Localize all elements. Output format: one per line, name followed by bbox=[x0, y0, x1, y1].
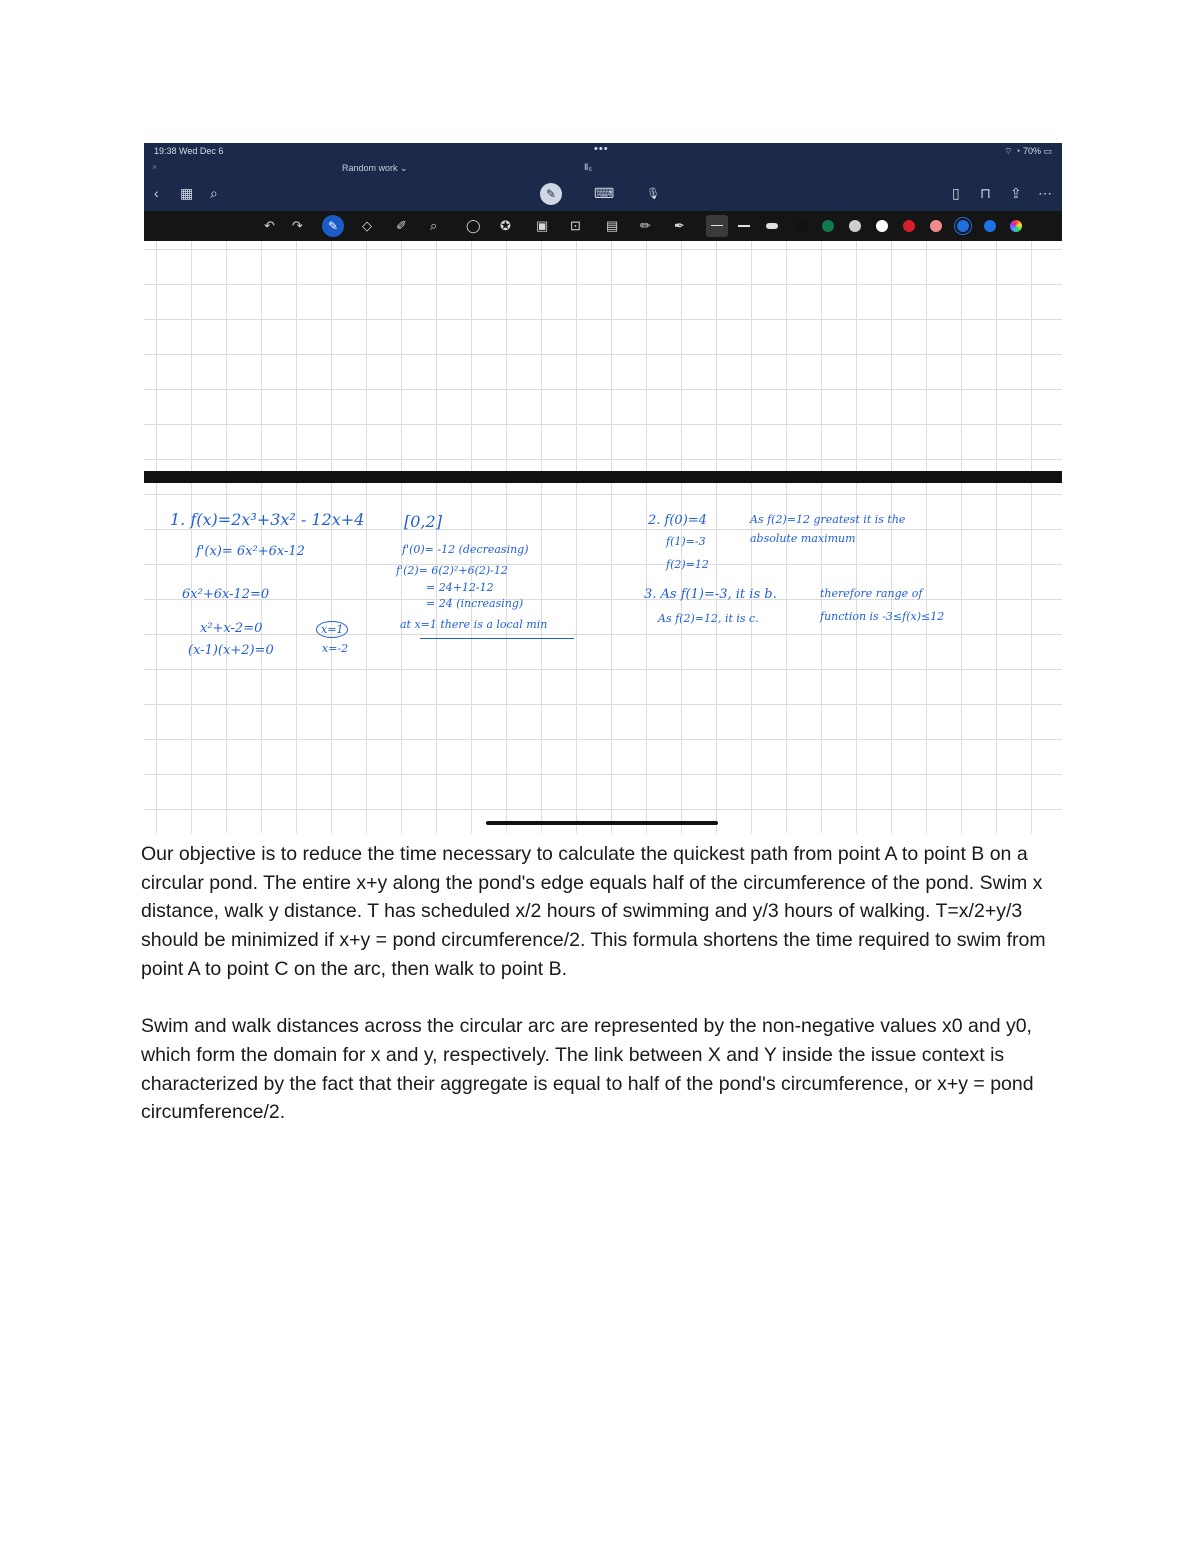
hw-p1-mid5: at x=1 there is a local min bbox=[400, 618, 548, 631]
hw-p3-note2: function is -3≤f(x)≤12 bbox=[820, 610, 945, 623]
ruler-icon[interactable]: ✏ bbox=[640, 218, 651, 233]
multitask-dots-icon[interactable]: ••• bbox=[594, 143, 609, 155]
stroke-width-thick[interactable] bbox=[766, 223, 778, 229]
hw-p1-mid2: f'(2)= 6(2)²+6(2)-12 bbox=[396, 564, 508, 577]
color-swatch-white[interactable] bbox=[876, 220, 888, 232]
color-swatch-red[interactable] bbox=[903, 220, 915, 232]
color-swatch-black[interactable] bbox=[796, 220, 808, 232]
status-time: 19:38 Wed Dec 6 bbox=[154, 146, 224, 156]
tab-indicator-icon[interactable]: Ⅱ₆ bbox=[584, 162, 593, 172]
document-body bbox=[141, 840, 1066, 1156]
search-icon[interactable]: ⌕ bbox=[210, 185, 218, 201]
more-icon[interactable]: ⋯ bbox=[1038, 185, 1052, 201]
stroke-width-medium[interactable] bbox=[738, 225, 750, 227]
hw-p1-line2: f'(x)= 6x²+6x-12 bbox=[196, 544, 305, 559]
mic-icon[interactable]: 🎙 bbox=[646, 188, 660, 200]
hw-p1-root1: x=1 bbox=[316, 621, 348, 638]
hw-p1-line4: x²+x-2=0 bbox=[200, 621, 263, 636]
redo-icon[interactable]: ↷ bbox=[292, 218, 303, 233]
nav-bar bbox=[144, 177, 1062, 211]
drawing-toolbar bbox=[144, 211, 1062, 241]
hw-p2-note2: absolute maximum bbox=[750, 532, 856, 545]
hw-p3-note1: therefore range of bbox=[820, 587, 923, 600]
undo-icon[interactable]: ↶ bbox=[264, 218, 275, 233]
back-icon[interactable]: ‹ bbox=[154, 185, 159, 201]
stroke-width-thin[interactable] bbox=[706, 215, 728, 237]
hw-p3-line2: As f(2)=12, it is c. bbox=[658, 612, 759, 625]
hw-p1-interval: [0,2] bbox=[404, 512, 442, 531]
hw-p1-mid3: = 24+12-12 bbox=[426, 581, 494, 594]
status-bar bbox=[144, 143, 1062, 161]
document-title[interactable]: Random work ⌄ bbox=[342, 163, 408, 173]
hw-p1-mid1: f'(0)= -12 (decreasing) bbox=[402, 543, 529, 556]
sticker-icon[interactable]: ✪ bbox=[500, 218, 511, 233]
keyboard-icon[interactable]: ⌨ bbox=[594, 185, 615, 201]
status-indicators: ⌔ ◔ 70% ▭ bbox=[1004, 146, 1052, 156]
color-swatch-gray[interactable] bbox=[849, 220, 861, 232]
eraser-icon[interactable]: ◇ bbox=[362, 218, 372, 233]
hw-p1-mid4: = 24 (increasing) bbox=[426, 597, 524, 610]
image-icon[interactable]: ▣ bbox=[536, 218, 549, 233]
hw-p1-root2: x=-2 bbox=[322, 642, 349, 655]
share-icon[interactable]: ⇪ bbox=[1010, 185, 1022, 201]
paragraph-objective: Our objective is to reduce the time necessary to calculate the quickest path from point A to point B on a circular pond. The entire x+y along the pond's edge equals half of the circumference of the pond. Swim x distance, walk y distance. T has scheduled x/2 hours of swimming and y/3 hours of walking. T=x/2+y/3 should be minimized if x+y = pond circumference/2. This formula shortens the time required to swim from point A to point C on the arc, then walk to point B. bbox=[141, 843, 1046, 980]
hw-p3-line1: 3. As f(1)=-3, it is b. bbox=[644, 587, 777, 602]
close-icon[interactable]: × bbox=[152, 162, 158, 172]
color-swatch-pink[interactable] bbox=[930, 220, 942, 232]
hw-p1-line1: 1. f(x)=2x³+3x² - 12x+4 bbox=[170, 510, 365, 529]
lasso-icon[interactable]: ⌕ bbox=[430, 218, 438, 233]
pen-tool-icon[interactable]: ✎ bbox=[322, 215, 344, 237]
hw-p2-line3: f(2)=12 bbox=[666, 558, 709, 571]
embedded-tablet-screenshot bbox=[144, 143, 1062, 833]
hw-p2-note1: As f(2)=12 greatest it is the bbox=[750, 513, 906, 526]
color-picker-icon[interactable]: ✒ bbox=[674, 218, 685, 233]
home-indicator bbox=[486, 821, 718, 825]
document-icon[interactable]: ▯ bbox=[952, 185, 960, 201]
note-canvas[interactable] bbox=[144, 241, 1062, 833]
camera-icon[interactable]: ⊡ bbox=[570, 218, 581, 233]
text-box-icon[interactable]: ▤ bbox=[606, 218, 619, 233]
title-bar bbox=[144, 161, 1062, 177]
hw-p2-line2: f(1)=-3 bbox=[666, 535, 706, 548]
grid-view-icon[interactable]: ▦ bbox=[180, 185, 194, 201]
hw-p1-line3: 6x²+6x-12=0 bbox=[182, 587, 270, 602]
color-swatch-blue[interactable] bbox=[984, 220, 996, 232]
hw-p2-line1: 2. f(0)=4 bbox=[648, 513, 707, 528]
hw-p1-line5: (x-1)(x+2)=0 bbox=[188, 643, 274, 658]
color-swatch-blue-selected[interactable] bbox=[957, 220, 969, 232]
page-divider bbox=[144, 471, 1062, 483]
shapes-icon[interactable]: ◯ bbox=[466, 218, 481, 233]
highlighter-icon[interactable]: ✐ bbox=[396, 218, 407, 233]
color-wheel-icon[interactable] bbox=[1010, 220, 1022, 232]
pen-mode-icon[interactable]: ✎ bbox=[540, 183, 562, 205]
color-swatch-green[interactable] bbox=[822, 220, 834, 232]
hw-underline bbox=[420, 638, 574, 639]
bookmark-icon[interactable]: ⊓ bbox=[980, 185, 991, 201]
paragraph-domain: Swim and walk distances across the circular arc are represented by the non-negative values x0 and y0, which form the domain for x and y, respectively. The link between X and Y inside the issue context is characterized by the fact that their aggregate is equal to half of the pond's circumference, or x+y = pond circumference/2. bbox=[141, 1015, 1034, 1124]
